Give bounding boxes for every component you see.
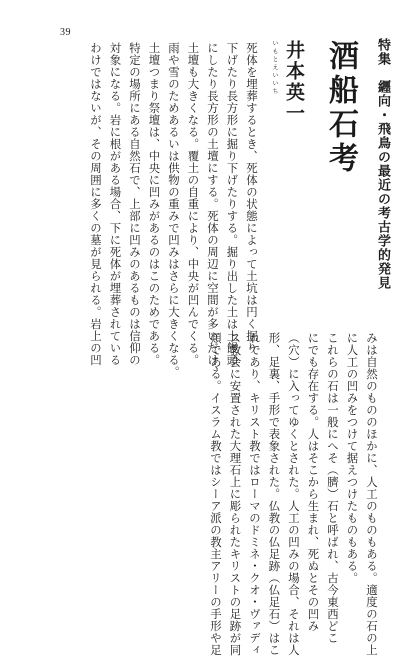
body-line: 形、足裏、手形で表象された。仏教の仏足跡（仏足石）はこ [267,332,282,656]
article-title: 酒船石考 [323,40,358,176]
page-number: 39 [60,27,71,38]
body-line: れであり、キリスト教ではローマのドミネ・クオ・ヴァディ [248,332,262,656]
body-line: わけではないが、その周囲に多くの墓が見られる。岩上の凹 [89,42,103,366]
body-line: にしたり長方形の土壇にする。死体の周辺に空間が多いだけ、 [206,42,220,378]
body-text-upper [86,42,262,378]
body-line: 雨や雪のためあるいは供物の重みで凹みはさらに大きくなる。 [167,42,181,378]
body-line: みは自然のもののほかに、人工のものもある。適度の石の上 [365,332,379,656]
body-line: にでも存在する。人はそこから生まれ、死ぬとその凹み [306,332,321,632]
body-line: に人工の凹みをつけて据えつけたものもある。 [345,332,360,584]
body-text-lower [206,332,382,656]
series-label: 特集 纒向・飛鳥の最近の考古学的発見 [375,38,390,290]
body-line: 土壇つまり祭壇は、中央に凹みがあるのはこのためである。 [147,42,162,366]
body-line: 特定の場所にある自然石で、上部に凹みのあるものは信仰の [128,42,142,366]
body-line: （穴）に入ってゆくとされた。人工の凹みの場合、それは人 [287,332,301,656]
body-line: 死体を埋葬するとき、死体の状態によって土坑は円く掘り [245,42,259,354]
body-line: これらの石は一般にへそ（臍）石と呼ばれ、古今東西どこ [326,332,340,644]
body-line: 対象になる。岩に根がある場合、下に死体が埋葬されている [108,42,123,366]
author-ruby: いもとえいいち [271,40,278,96]
body-line: ス教会に安置された大理石上に彫られたキリストの足跡が同 [228,332,243,656]
body-line: 類である。イスラム教ではシーア派の教主アリーの手形や足 [209,332,223,656]
body-line: 土壇も大きくなる。覆土の自重により、中央が凹んでくる。 [186,42,201,366]
body-line: 下げたり長方形に掘り下げたりする。掘り出した土は土饅頭 [225,42,240,366]
author-name: 井本英一 [283,40,305,124]
